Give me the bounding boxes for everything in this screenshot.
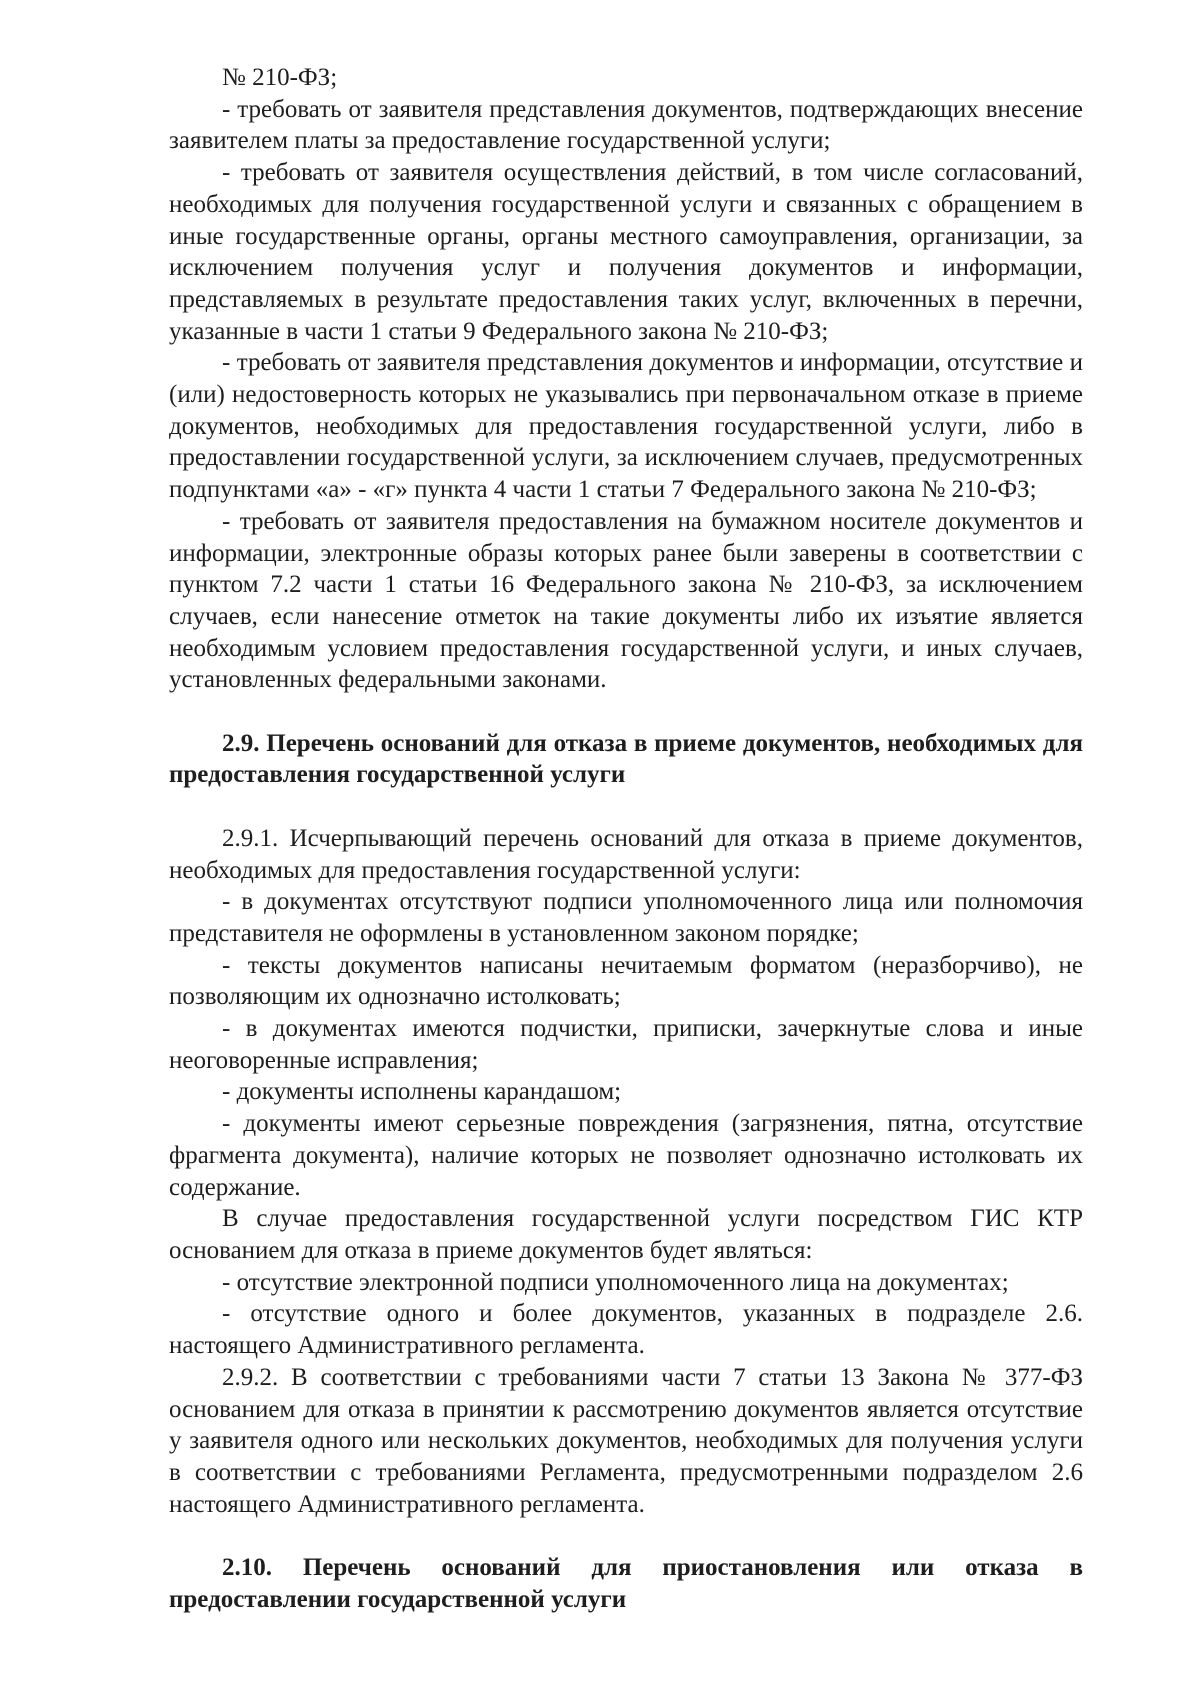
paragraph: - документы имеют серьезные повреждения (загрязнения, пятна, отсутствие фрагмента документа), наличие которых не позволяет однозначно истолковать их содержание. xyxy=(169,1110,1083,1201)
paragraph: - тексты документов написаны нечитаемым форматом (неразборчиво), не позволяющим их однозначно истолковать; xyxy=(169,951,1083,1011)
document-page xyxy=(169,62,1083,1615)
paragraph: - отсутствие одного и более документов, указанных в подразделе 2.6. настоящего Административного регламента. xyxy=(169,1300,1083,1360)
paragraph: - требовать от заявителя представления документов, подтверждающих внесение заявителем платы за предоставление государственной услуги; xyxy=(169,95,1083,155)
paragraph: 2.9.2. В соответствии с требованиями части 7 статьи 13 Закона № 377-ФЗ основанием для отказа в принятии к рассмотрению документов является отсутствие у заявителя одного или нескольких документов, необходимых для получения услуги в соответствии с требованиями Регламента, предусмотренными подразделом 2.6 настоящего Административного регламента. xyxy=(169,1363,1083,1518)
spacer xyxy=(169,696,1083,728)
paragraph: № 210-ФЗ; xyxy=(222,64,338,91)
paragraph: В случае предоставления государственной услуги посредством ГИС КТР основанием для отказа в приеме документов будет являться: xyxy=(169,1205,1083,1264)
section-heading-2-10: 2.10. Перечень оснований для приостановления или отказа в предоставлении государственной услуги xyxy=(169,1554,1083,1613)
paragraph: - в документах имеются подчистки, приписки, зачеркнутые слова и иные неоговоренные исправления; xyxy=(169,1015,1083,1074)
section-heading-2-9: 2.9. Перечень оснований для отказа в приеме документов, необходимых для предоставления государственной услуги xyxy=(169,729,1083,789)
paragraph: - отсутствие электронной подписи уполномоченного лица на документах; xyxy=(222,1268,1009,1296)
spacer xyxy=(169,791,1083,823)
paragraph: - требовать от заявителя осуществления действий, в том числе согласований, необходимых для получения государственной услуги и связанных с обращением в иные государственные органы, органы местного самоуправления, организации, за исключением получения услуг и получения документов и информации, представляемых в результате предоставления таких услуг, включенных в перечни, указанные в части 1 статьи 9 Федерального закона № 210-ФЗ; xyxy=(169,159,1083,345)
paragraph: - требовать от заявителя предоставления на бумажном носителе документов и информации, электронные образы которых ранее были заверены в соответствии с пунктом 7.2 части 1 статьи 16 Федерального закона № 210-ФЗ, за исключением случаев, если нанесение отметок на такие документы либо их изъятие является необходимым условием предоставления государственной услуги, и иных случаев, установленных федеральными законами. xyxy=(169,507,1083,694)
spacer xyxy=(169,1520,1083,1552)
paragraph: 2.9.1. Исчерпывающий перечень оснований для отказа в приеме документов, необходимых для предоставления государственной услуги: xyxy=(169,824,1083,884)
paragraph: - документы исполнены карандашом; xyxy=(222,1078,622,1106)
paragraph: - требовать от заявителя представления документов и информации, отсутствие и (или) недостоверность которых не указывались при первоначальном отказе в приеме документов, необходимых для предоставления государственной услуги, либо в предоставлении государственной услуги, за исключением случаев, предусмотренных подпунктами «а» - «г» пункта 4 части 1 статьи 7 Федерального закона № 210-ФЗ; xyxy=(169,349,1083,504)
paragraph: - в документах отсутствуют подписи уполномоченного лица или полномочия представителя не оформлены в установленном законом порядке; xyxy=(169,888,1083,947)
